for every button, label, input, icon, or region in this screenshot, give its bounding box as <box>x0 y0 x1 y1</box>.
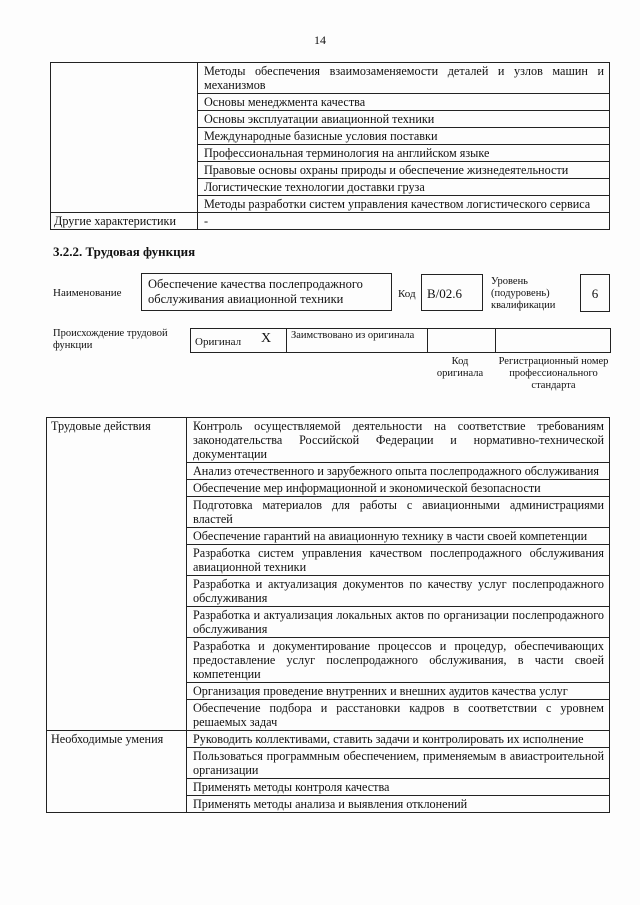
knowledge-items-cell <box>198 63 610 213</box>
skills-label: Необходимые умения <box>47 731 187 813</box>
reg-number-caption: Регистрационный номер профессионального стандарта <box>498 356 609 391</box>
function-name-box <box>141 273 392 311</box>
function-name-value: Обеспечение качества послепродажного обслуживания авиационной техники <box>148 277 363 306</box>
original-mark: X <box>261 331 272 346</box>
labor-function-table <box>46 417 610 813</box>
action-item: Анализ отечественного и зарубежного опыта послепродажного обслуживания <box>187 463 609 480</box>
skills-cell <box>187 731 610 813</box>
action-item: Разработка систем управления качеством послепродажного обслуживания авиационной техники <box>187 545 609 576</box>
level-box <box>580 274 610 312</box>
function-code-box <box>421 274 483 311</box>
skill-item: Руководить коллективами, ставить задачи и контролировать их исполнение <box>187 731 609 748</box>
knowledge-item: Профессиональная терминология на английском языке <box>198 145 609 162</box>
level-label: Уровень (подуровень) квалификации <box>491 276 556 311</box>
level-value: 6 <box>591 286 599 301</box>
knowledge-item: Международные базисные условия поставки <box>198 128 609 145</box>
action-item: Организация проведение внутренних и внешних аудитов качества услуг <box>187 683 609 700</box>
knowledge-item: Правовые основы охраны природы и обеспечение жизнедеятельности <box>198 162 609 179</box>
knowledge-item: Основы эксплуатации авиационной техники <box>198 111 609 128</box>
action-item: Обеспечение мер информационной и экономической безопасности <box>187 480 609 497</box>
origin-divider-2 <box>427 328 428 353</box>
other-characteristics-value: - <box>198 213 610 230</box>
origin-table <box>190 328 611 353</box>
origin-label: Происхождение трудовой функции <box>53 328 168 351</box>
knowledge-item: Основы менеджмента качества <box>198 94 609 111</box>
knowledge-item: Методы обеспечения взаимозаменяемости деталей и узлов машин и механизмов <box>198 63 609 94</box>
action-item: Обеспечение подбора и расстановки кадров в соответствии с уровнем решаемых задач <box>193 701 604 729</box>
knowledge-label-cell <box>51 63 198 213</box>
borrowed-label: Заимствовано из оригинала <box>291 330 415 341</box>
knowledge-table <box>50 62 610 230</box>
action-item: Разработка и документирование процессов и процедур, обеспечивающих предоставление услуг послепродажного обслуживания, в части своей компетенции <box>187 638 609 683</box>
skill-item: Применять методы анализа и выявления отклонений <box>193 797 468 811</box>
actions-cell <box>187 418 610 731</box>
name-label: Наименование <box>53 287 122 299</box>
action-item: Разработка и актуализация документов по качеству услуг послепродажного обслуживания <box>187 576 609 607</box>
function-code-value: B/02.6 <box>427 286 463 301</box>
action-item: Подготовка материалов для работы с авиационными администрациями властей <box>187 497 609 528</box>
page-number: 14 <box>314 33 326 47</box>
origin-divider-3 <box>495 328 496 353</box>
section-title: 3.2.2. Трудовая функция <box>53 244 196 259</box>
actions-label: Трудовые действия <box>47 418 187 731</box>
skill-item: Пользоваться программным обеспечением, применяемым в авиастроительной организации <box>187 748 609 779</box>
knowledge-item: Логистические технологии доставки груза <box>198 179 609 196</box>
other-characteristics-label: Другие характеристики <box>51 213 198 230</box>
knowledge-item: Методы разработки систем управления качеством логистического сервиса <box>204 197 591 211</box>
skill-item: Применять методы контроля качества <box>187 779 609 796</box>
code-original-caption: Код оригинала <box>436 356 484 379</box>
action-item: Разработка и актуализация локальных актов по организации послепродажного обслуживания <box>187 607 609 638</box>
origin-divider <box>286 328 287 353</box>
action-item: Обеспечение гарантий на авиационную технику в части своей компетенции <box>187 528 609 545</box>
original-label: Оригинал <box>195 336 242 348</box>
code-label: Код <box>398 288 416 300</box>
action-item: Контроль осуществляемой деятельности на соответствие требованиям законодательства Российской Федерации и нормативно-технической документации <box>187 418 609 463</box>
